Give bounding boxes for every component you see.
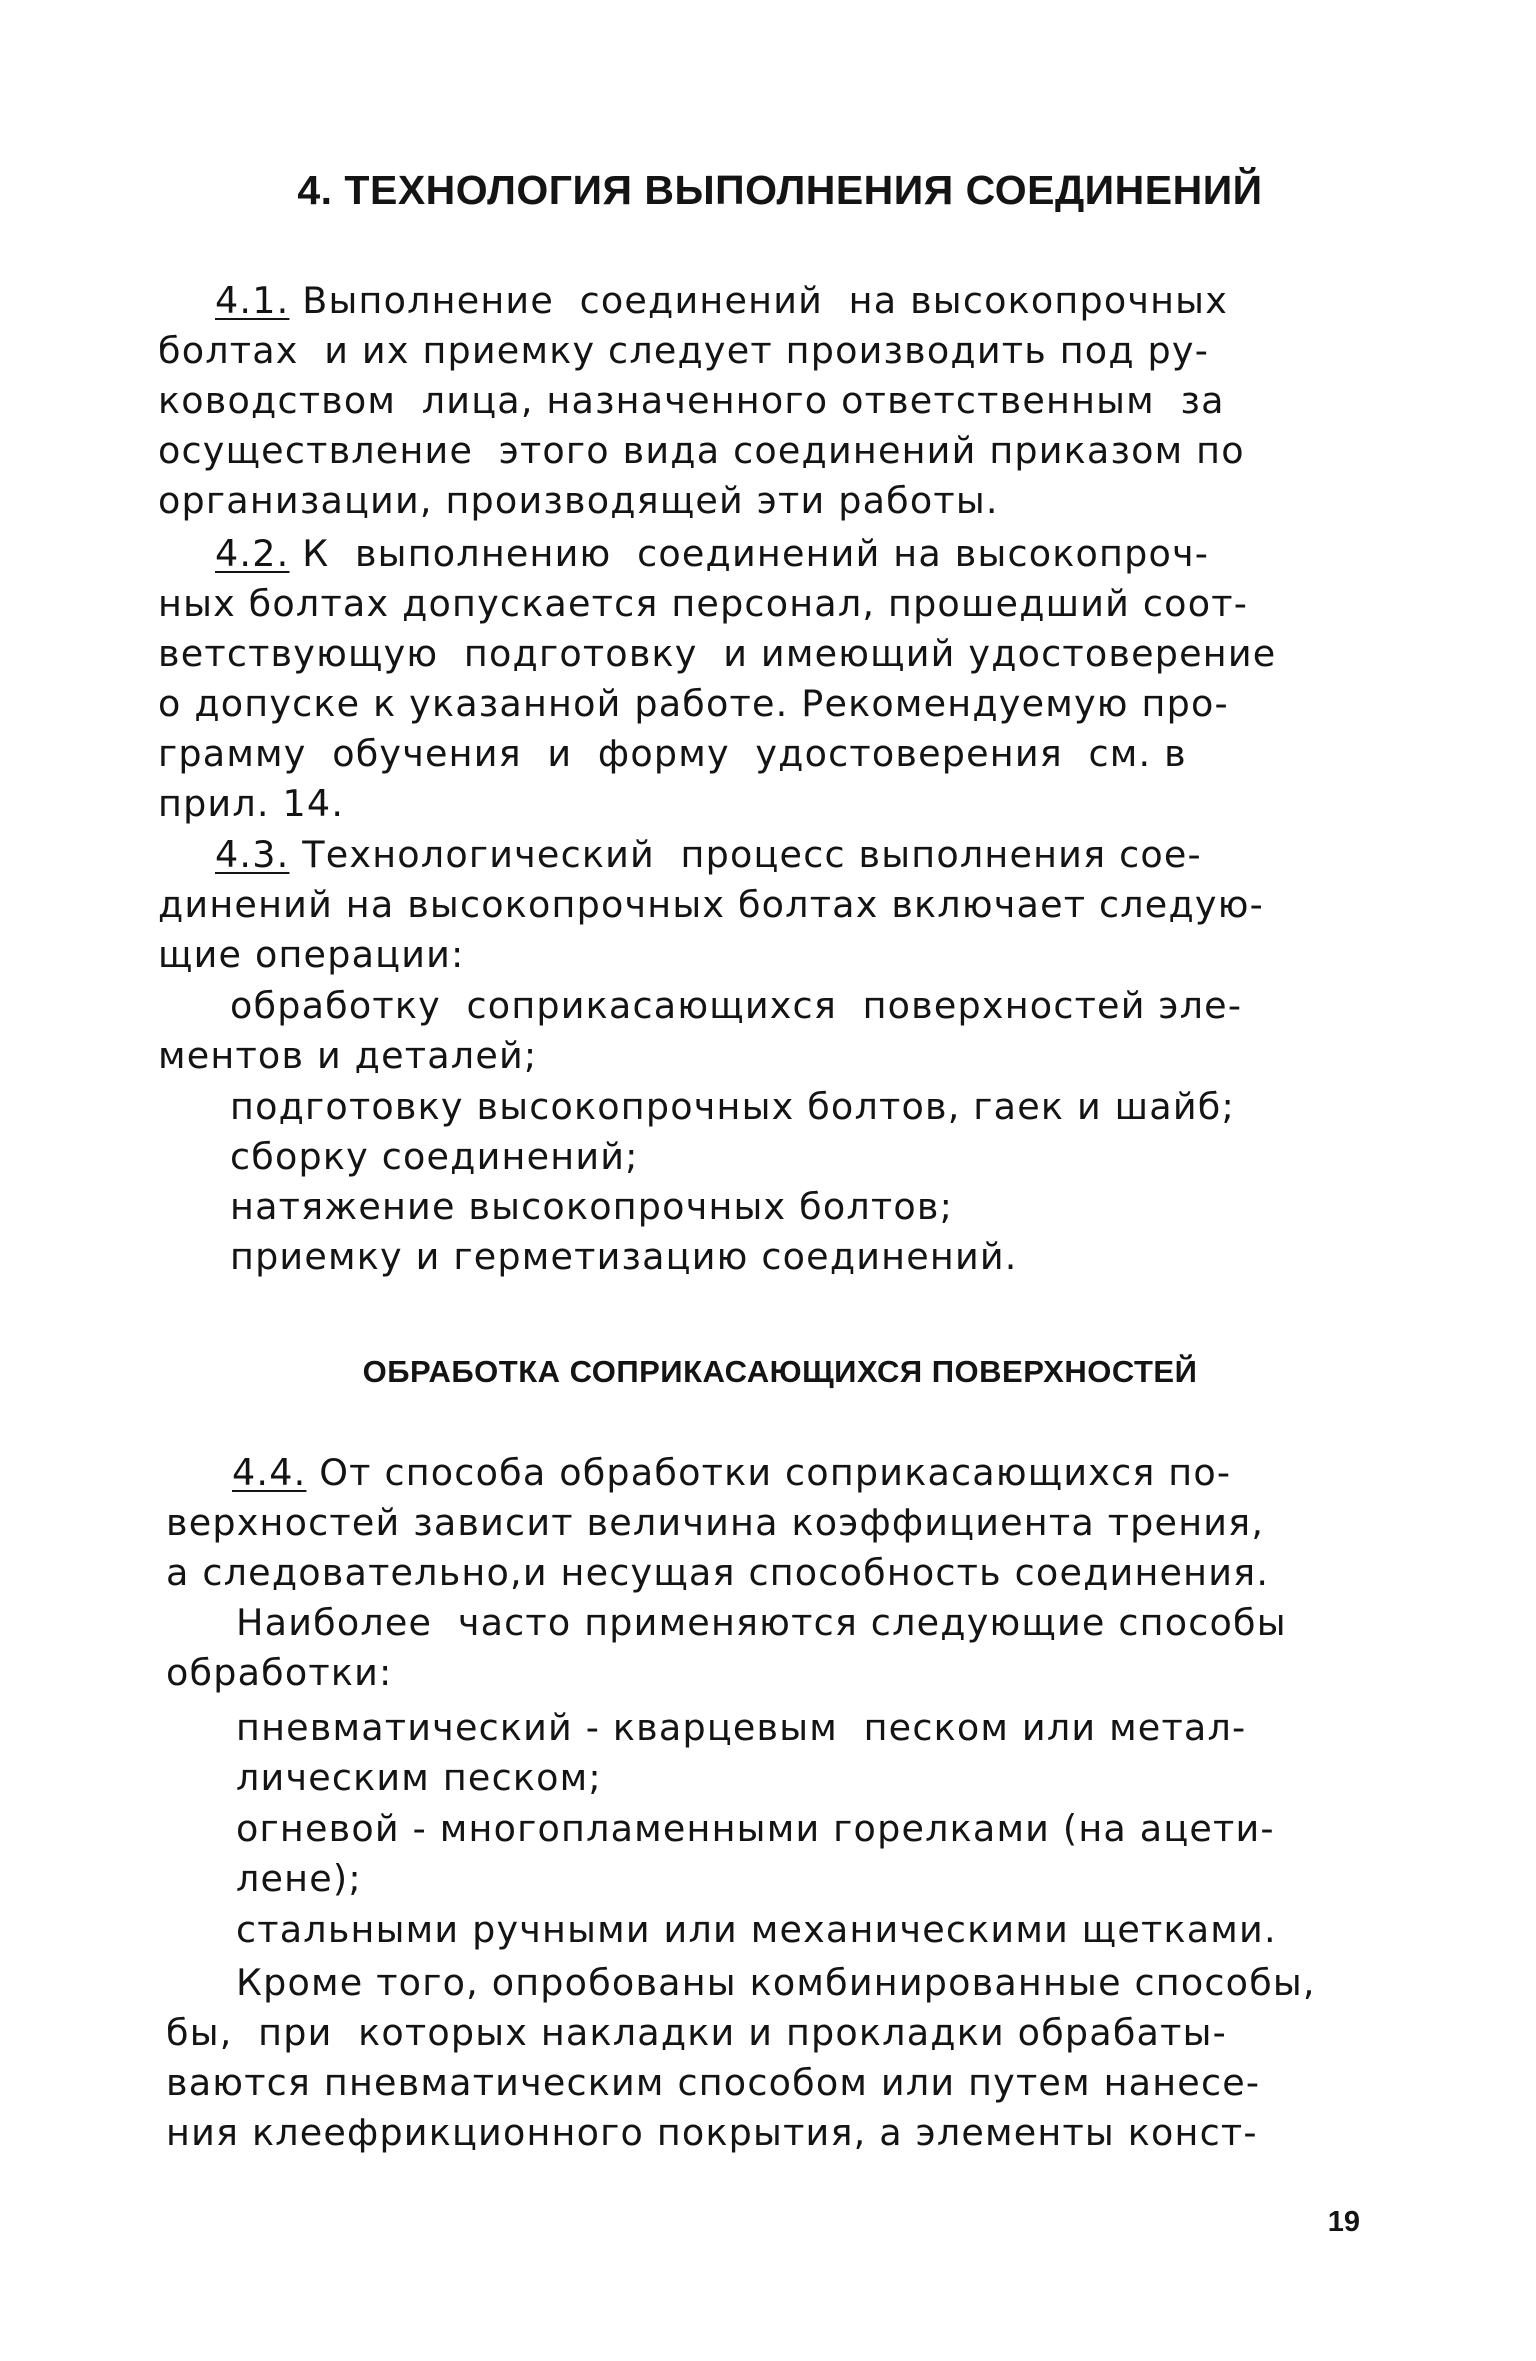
paragraph-number-4-1: 4.1. (215, 279, 290, 322)
text-line: ветствующую подготовку и имеющий удостоверение (158, 632, 1277, 675)
text-line: грамму обучения и форму удостоверения см. в (158, 732, 1187, 775)
text-line: верхностей зависит величина коэффициента трения, (166, 1501, 1265, 1544)
list-item: натяжение высокопрочных болтов; (230, 1185, 954, 1228)
text-line: обработки: (166, 1651, 393, 1694)
subsection-heading: ОБРАБОТКА СОПРИКАСАЮЩИХСЯ ПОВЕРХНОСТЕЙ (362, 1354, 1198, 1389)
paragraph-4-3-first-line (215, 830, 1202, 880)
paragraph-text: От способа обработки соприкасающихся по- (306, 1451, 1232, 1494)
paragraph-4-1-first-line (215, 276, 1228, 326)
paragraph-number-4-3: 4.3. (215, 833, 290, 876)
page-number: 19 (1327, 2206, 1360, 2238)
text-line: динений на высокопрочных болтах включает следую- (158, 883, 1264, 926)
text-line: щие операции: (158, 933, 465, 976)
text-line: ваются пневматическим способом или путем нанесе- (166, 2061, 1261, 2104)
list-item-continuation: ментов и деталей; (158, 1034, 538, 1077)
method-item: пневматический - кварцевым песком или метал- (236, 1706, 1247, 1749)
list-item: подготовку высокопрочных болтов, гаек и шайб; (230, 1085, 1235, 1128)
method-item-continuation: лическим песком; (236, 1756, 602, 1799)
paragraph-text: Технологический процесс выполнения сое- (289, 833, 1202, 876)
list-item: приемку и герметизацию соединений. (230, 1235, 1018, 1278)
section-heading: 4. ТЕХНОЛОГИЯ ВЫПОЛНЕНИЯ СОЕДИНЕНИЙ (297, 167, 1263, 213)
paragraph-number-4-4: 4.4. (232, 1451, 307, 1494)
text-line: организации, производящей эти работы. (158, 479, 999, 522)
text-line: ководством лица, назначенного ответственным за (158, 379, 1225, 422)
method-item: стальными ручными или механическими щетками. (236, 1908, 1277, 1951)
text-line: Кроме того, опробованы комбинированные способы, (236, 1961, 1316, 2004)
list-item: обработку соприкасающихся поверхностей эле- (230, 984, 1243, 1027)
paragraph-text: К выполнению соединений на высокопроч- (289, 532, 1210, 575)
method-item: огневой - многопламенными горелками (на ацети- (236, 1807, 1275, 1850)
text-line: о допуске к указанной работе. Рекомендуемую про- (158, 682, 1229, 725)
list-item: сборку соединений; (230, 1135, 639, 1178)
text-line: а следовательно,и несущая способность соединения. (166, 1551, 1270, 1594)
text-line: ных болтах допускается персонал, прошедший соот- (158, 582, 1249, 625)
paragraph-4-4-first-line (232, 1448, 1231, 1498)
text-line: Наиболее часто применяются следующие способы (236, 1601, 1287, 1644)
text-line: ния клеефрикционного покрытия, а элементы конст- (166, 2111, 1258, 2154)
text-line: прил. 14. (158, 782, 345, 825)
text-line: бы, при которых накладки и прокладки обрабаты- (166, 2011, 1227, 2054)
paragraph-text: Выполнение соединений на высокопрочных (289, 279, 1229, 322)
text-line: болтах и их приемку следует производить под ру- (158, 329, 1210, 372)
paragraph-4-2-first-line (215, 529, 1209, 579)
text-line: осуществление этого вида соединений приказом по (158, 429, 1245, 472)
method-item-continuation: лене); (236, 1857, 362, 1900)
paragraph-number-4-2: 4.2. (215, 532, 290, 575)
